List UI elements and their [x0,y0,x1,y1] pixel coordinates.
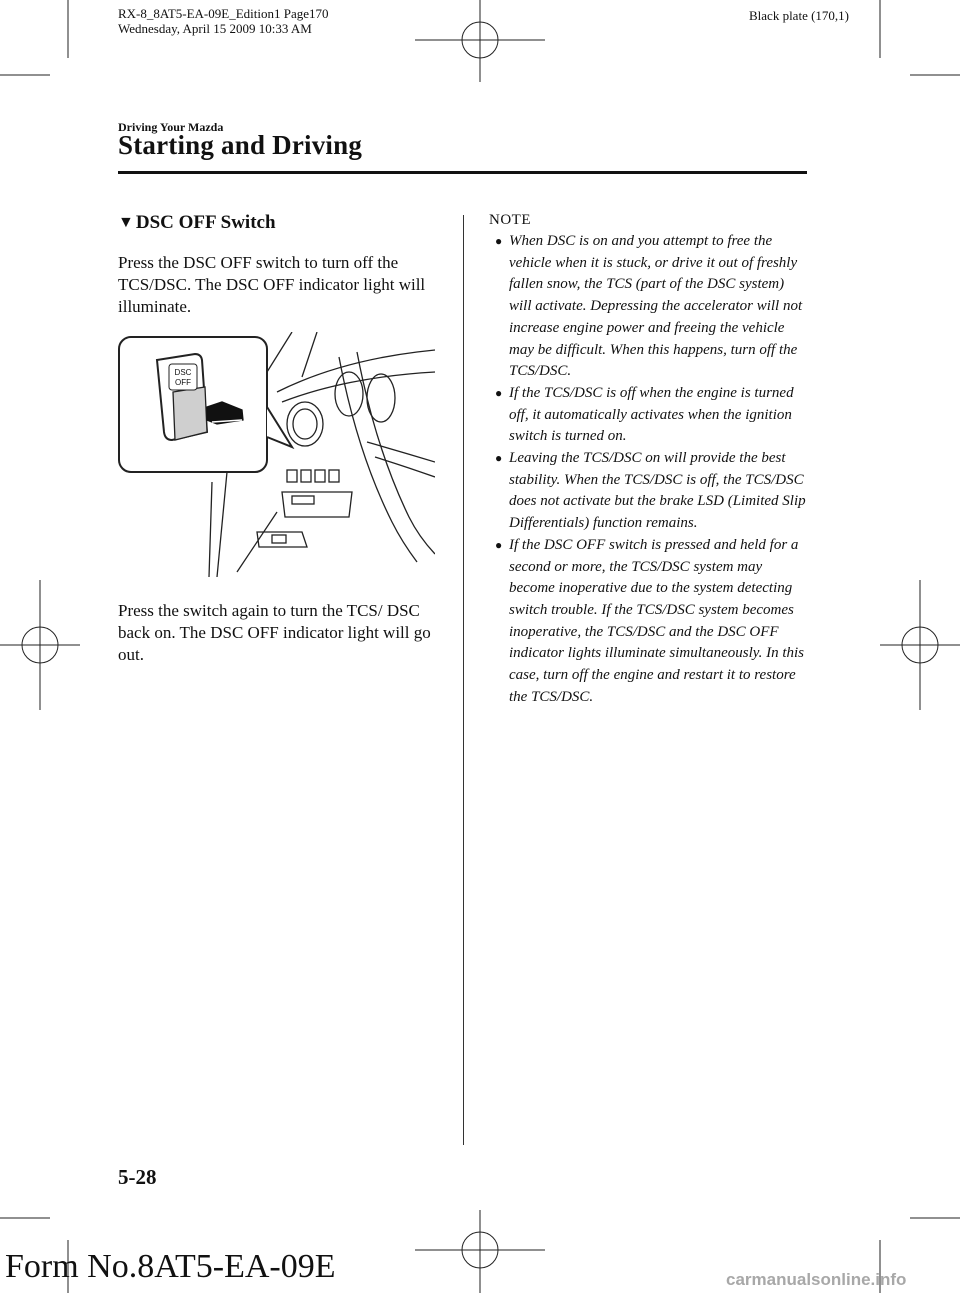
paragraph-turn-off: Press the DSC OFF switch to turn off the TCS/DSC. The DSC OFF indicator light will illuminate. [118,253,426,316]
paragraph-turn-on: Press the switch again to turn the TCS/ DSC back on. The DSC OFF indicator light will go out. [118,601,431,664]
bullet-icon: ● [495,385,503,400]
form-number: Form No.8AT5-EA-09E [5,1248,336,1285]
section-heading [118,212,440,234]
print-meta-line1: RX-8_8AT5-EA-09E_Edition1 Page170 [118,6,329,21]
note-item-text: If the DSC OFF switch is pressed and held for a second or more, the TCS/DSC system may become inoperative due to the system detecting switch trouble. If the TCS/DSC system becomes inoperative, the TCS/DSC and the DSC OFF indicator lights illuminate simultaneously. In this case, turn off the engine and restart it to restore the TCS/DSC. [509,536,804,705]
note-heading: NOTE [489,212,531,228]
bullet-icon: ● [495,234,503,248]
left-column [118,212,440,666]
column-divider [463,215,464,1145]
dsc-switch-illustration [117,332,435,577]
note-list [479,231,809,708]
title-rule [118,171,807,174]
note-item-text: If the TCS/DSC is off when the engine is turned off, it automatically activates when the ignition switch is turned on. [509,384,794,445]
switch-label-dsc: DSC [174,368,192,377]
note-item [479,535,809,709]
note-item [479,383,809,448]
note-item-text: When DSC is on and you attempt to free the vehicle when it is stuck, or drive it out of freshly fallen snow, the TCS (part of the DSC system) will activate. Depressing the accelerator will not increase engine power and freeing the vehicle may be difficult. When this happens, turn off the TCS/DSC. [509,233,803,380]
note-item [479,448,809,535]
chapter-title: Starting and Driving [118,130,363,160]
page-number: 5-28 [118,1165,157,1189]
bullet-icon: ● [495,537,503,552]
section-label: Driving Your Mazda [118,120,224,134]
print-metadata [118,6,329,36]
plate-label: Black plate (170,1) [749,8,849,23]
right-column [479,212,809,708]
switch-label-off: OFF [175,378,191,387]
note-item-text: Leaving the TCS/DSC on will provide the best stability. When the TCS/DSC is off, the TCS/DSC does not activate but the brake LSD (Limited Slip Differentials) function remains. [509,450,806,532]
down-triangle-icon: ▼ [118,214,134,231]
print-meta-line2: Wednesday, April 15 2009 10:33 AM [118,21,312,36]
note-item [479,231,809,383]
watermark-link[interactable]: carmanualsonline.info [726,1270,907,1289]
bullet-icon: ● [495,451,503,466]
section-heading-text: DSC OFF Switch [135,212,276,233]
